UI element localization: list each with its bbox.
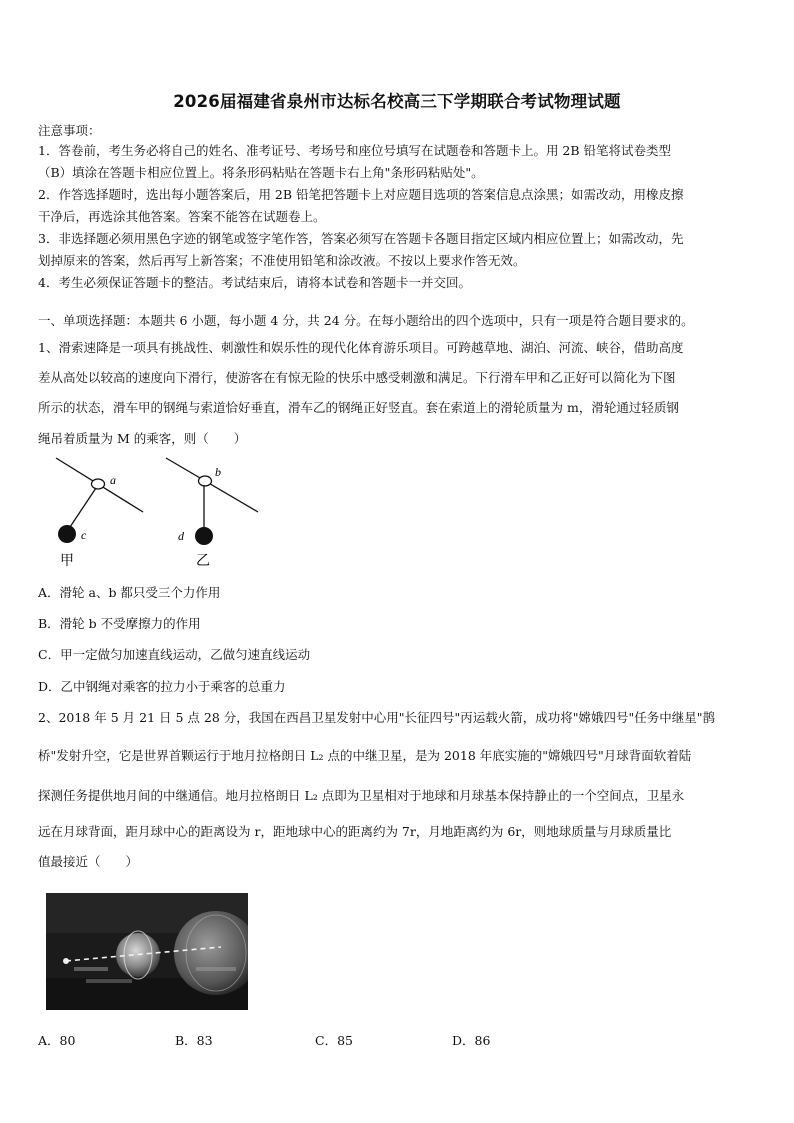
label-d: d bbox=[178, 529, 184, 543]
section-heading: 一、单项选择题：本题共 6 小题，每小题 4 分，共 24 分。在每小题给出的四个选项中，只有一项是符合题目要求的。 bbox=[38, 313, 694, 328]
notice-line: 划掉原来的答案，然后再写上新答案；不准使用铅笔和涂改液。不按以上要求作答无效。 bbox=[38, 253, 526, 268]
notice-line: 干净后，再选涂其他答案。答案不能答在试题卷上。 bbox=[38, 209, 326, 224]
pulley-a bbox=[92, 479, 105, 489]
q2-stem-line: 值最接近（ ） bbox=[38, 854, 139, 869]
label-c: c bbox=[81, 528, 87, 542]
q1-option-d: D．乙中钢绳对乘客的拉力小于乘客的总重力 bbox=[38, 679, 286, 694]
q2-relay-satellite-photo bbox=[46, 893, 248, 1010]
q2-stem-line: 2、2018 年 5 月 21 日 5 点 28 分，我国在西昌卫星发射中心用"长征四号"丙运载火箭，成功将"嫦娥四号"任务中继星"鹊 bbox=[38, 710, 715, 725]
notice-line: 1．答卷前，考生务必将自己的姓名、准考证号、考场号和座位号填写在试题卷和答题卡上。用 2B 铅笔将试卷类型 bbox=[38, 143, 672, 158]
label-a: a bbox=[110, 473, 116, 487]
q1-stem-line: 绳吊着质量为 M 的乘客，则（ ） bbox=[38, 431, 247, 446]
notice-line: 2．作答选择题时，选出每小题答案后，用 2B 铅笔把答题卡上对应题目选项的答案信息点涂黑；如需改动，用橡皮擦 bbox=[38, 187, 684, 202]
q2-option-b: B．83 bbox=[175, 1033, 213, 1048]
q1-option-c: C．甲一定做匀加速直线运动，乙做匀速直线运动 bbox=[38, 647, 311, 662]
label-jia: 甲 bbox=[60, 554, 74, 569]
passenger-d bbox=[195, 527, 213, 545]
q2-stem-line: 远在月球背面，距月球中心的距离设为 r，距地球中心的距离约为 7r，月地距离约为 6r，则地球质量与月球质量比 bbox=[38, 824, 672, 839]
notice-line: 4．考生必须保证答题卡的整洁。考试结束后，请将本试卷和答题卡一并交回。 bbox=[38, 275, 471, 290]
q2-option-a: A．80 bbox=[38, 1033, 76, 1048]
q1-stem-line: 所示的状态，滑车甲的钢绳与索道恰好垂直，滑车乙的钢绳正好竖直。套在索道上的滑轮质量为 m，滑轮通过轻质钢 bbox=[38, 400, 679, 415]
notice-line: （B）填涂在答题卡相应位置上。将条形码粘贴在答题卡右上角"条形码粘贴处"。 bbox=[38, 165, 484, 180]
q1-option-a: A．滑轮 a、b 都只受三个力作用 bbox=[38, 585, 221, 600]
q1-stem-line: 1、滑索速降是一项具有挑战性、刺激性和娱乐性的现代化体育游乐项目。可跨越草地、湖泊、河流、峡谷，借助高度 bbox=[38, 340, 684, 355]
notice-line: 3．非选择题必须用黑色字迹的钢笔或签字笔作答，答案必须写在答题卡各题目指定区域内相应位置上；如需改动，先 bbox=[38, 231, 684, 246]
pulley-b bbox=[199, 476, 212, 486]
q2-option-d: D．86 bbox=[452, 1033, 491, 1048]
q2-stem-line: 桥"发射升空，它是世界首颗运行于地月拉格朗日 L₂ 点的中继卫星，是为 2018 年底实施的"嫦娥四号"月球背面软着陆 bbox=[38, 748, 692, 763]
passenger-c bbox=[58, 525, 76, 543]
q2-option-c: C．85 bbox=[315, 1033, 353, 1048]
rope-jia bbox=[68, 488, 96, 530]
label-yi: 乙 bbox=[196, 554, 210, 569]
q1-pulley-figure bbox=[48, 450, 268, 575]
track-line-yi bbox=[166, 458, 258, 512]
notice-heading: 注意事项： bbox=[38, 123, 101, 138]
q1-option-b: B．滑轮 b 不受摩擦力的作用 bbox=[38, 616, 201, 631]
q2-stem-line: 探测任务提供地月间的中继通信。地月拉格朗日 L₂ 点即为卫星相对于地球和月球基本保持静止的一个空间点，卫星永 bbox=[38, 788, 685, 803]
label-b: b bbox=[215, 465, 221, 479]
q1-stem-line: 差从高处以较高的速度向下滑行，使游客在有惊无险的快乐中感受刺激和满足。下行滑车甲和乙正好可以简化为下图 bbox=[38, 370, 676, 385]
exam-title: 2026届福建省泉州市达标名校高三下学期联合考试物理试题 bbox=[173, 92, 621, 111]
